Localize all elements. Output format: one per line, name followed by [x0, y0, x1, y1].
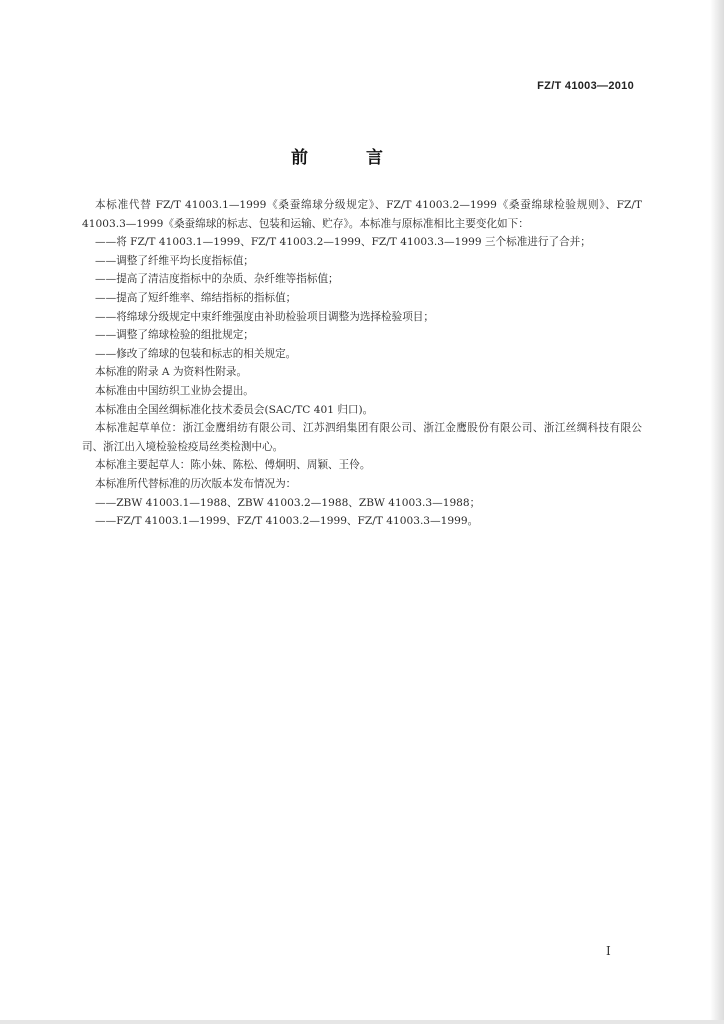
change-item: ——修改了绵球的包装和标志的相关规定。 — [95, 347, 297, 360]
change-item: ——将绵球分级规定中束纤维强度由补助检验项目调整为选择检验项目； — [95, 310, 434, 323]
appendix-note: 本标准的附录 A 为资料性附录。 — [95, 366, 248, 379]
proposer-note: 本标准由中国纺织工业协会提出。 — [95, 384, 254, 397]
page-title: 前 言 — [291, 148, 409, 168]
change-item: ——提高了清洁度指标中的杂质、杂纤维等指标值； — [95, 273, 339, 286]
scan-bottom-edge — [0, 1020, 724, 1024]
foreword-body — [82, 196, 642, 531]
change-item: ——调整了纤维平均长度指标值； — [95, 254, 254, 267]
history-item: ——FZ/T 41003.1—1999、FZ/T 41003.2—1999、FZ/T 41003.3—1999。 — [95, 515, 479, 528]
committee-note: 本标准由全国丝绸标准化技术委员会(SAC/TC 401 归口)。 — [95, 403, 374, 416]
change-item: ——将 FZ/T 41003.1—1999、FZ/T 41003.2—1999、FZ/T 41003.3—1999 三个标准进行了合并； — [95, 236, 591, 249]
intro-paragraph: 本标准代替 FZ/T 41003.1—1999《桑蚕绵球分级规定》、FZ/T 41003.2—1999《桑蚕绵球检验规则》、FZ/T 41003.3—1999《桑蚕绵球的标志、包装和运输、贮存》。本标准与原标准相比主要变化如下： — [82, 199, 642, 230]
history-intro: 本标准所代替标准的历次版本发布情况为： — [95, 477, 297, 490]
history-item: ——ZBW 41003.1—1988、ZBW 41003.2—1988、ZBW 41003.3—1988； — [95, 496, 481, 509]
change-item: ——提高了短纤维率、绵结指标的指标值； — [95, 291, 297, 304]
change-item: ——调整了绵球检验的组批规定； — [95, 329, 254, 342]
page-number: I — [606, 944, 611, 958]
scan-edge-shadow — [710, 0, 724, 1024]
drafters: 本标准主要起草人：陈小妹、陈松、傅炯明、周颖、王伶。 — [95, 459, 371, 472]
document-code: FZ/T 41003—2010 — [537, 80, 634, 92]
drafting-units: 本标准起草单位：浙江金鹰绢纺有限公司、江苏泗绢集团有限公司、浙江金鹰股份有限公司、浙江丝绸科技有限公司、浙江出入境检验检疫局丝类检测中心。 — [82, 422, 642, 453]
